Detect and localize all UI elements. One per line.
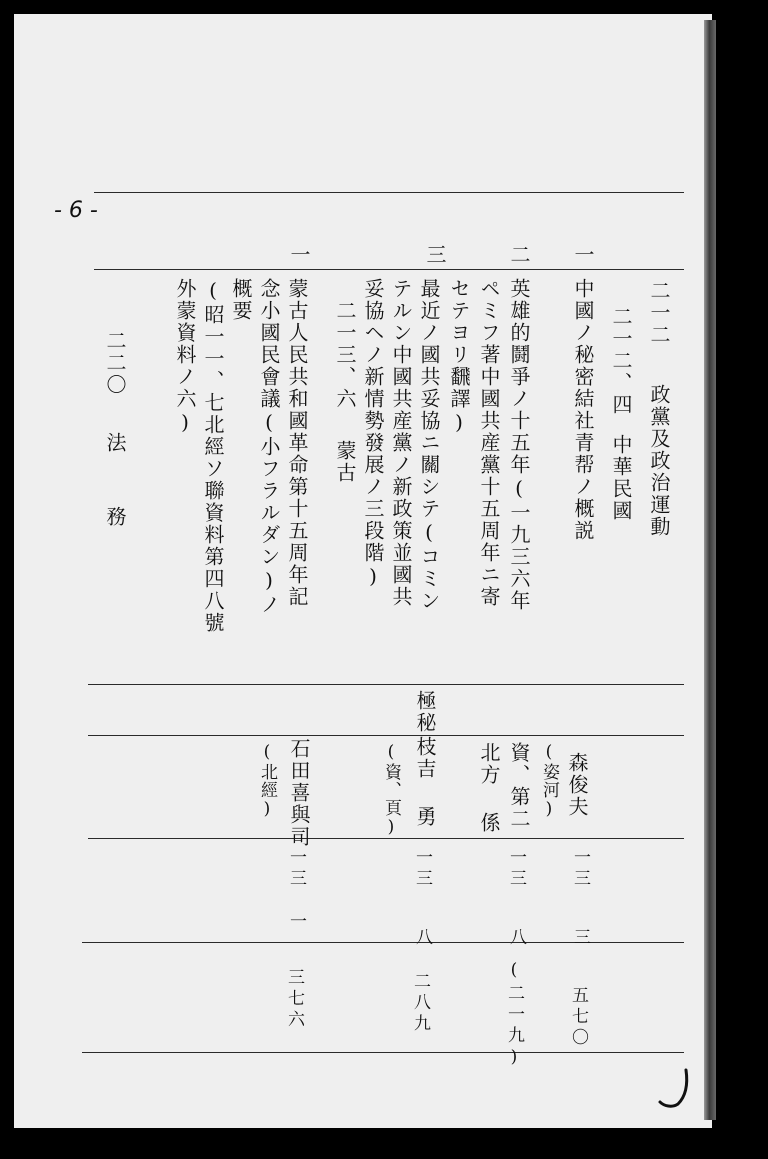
subsection-title: 中華民國 bbox=[609, 434, 633, 522]
entry-col3: (二一九) bbox=[504, 960, 524, 1071]
entry-title-line: 概要 bbox=[229, 278, 253, 322]
rule-line bbox=[88, 735, 684, 736]
handwritten-mark bbox=[656, 1066, 696, 1110]
entry-title-line: 英雄的鬪爭ノ十五年(一九三六年 bbox=[507, 278, 531, 612]
entry-title-line: セテヨリ飜譯) bbox=[447, 278, 471, 436]
entry-author: 森俊夫 bbox=[565, 752, 589, 818]
entry-note: (資、頁) bbox=[381, 742, 401, 838]
book-edge bbox=[704, 20, 716, 1120]
rule-line bbox=[94, 192, 684, 193]
entry-title-line: 外蒙資料ノ六) bbox=[173, 278, 197, 436]
entry-col2: 一 bbox=[286, 912, 306, 933]
entry-marker: 三 bbox=[423, 244, 447, 266]
section-number: 二一二 bbox=[647, 280, 671, 346]
subsection-title: 蒙古 bbox=[333, 440, 357, 484]
entry-note: (北經) bbox=[257, 742, 277, 820]
entry-col1: 一三 bbox=[506, 848, 526, 890]
entry-title-line: ペミフ著中國共産黨十五周年ニ寄 bbox=[477, 278, 501, 608]
entry-col2: 八 bbox=[412, 928, 432, 949]
entry-marker: 一 bbox=[571, 244, 595, 266]
entry-col1: 一三 bbox=[412, 848, 432, 890]
entry-note: (姿河) bbox=[539, 742, 559, 820]
subsection-number: 二二〇 bbox=[103, 330, 127, 396]
subsection-title: 法務 bbox=[103, 432, 127, 580]
entry-col2: 三 bbox=[570, 928, 590, 949]
section-title: 政黨及政治運動 bbox=[647, 384, 671, 538]
entry-marker: 二 bbox=[507, 244, 531, 266]
rule-line bbox=[94, 269, 684, 270]
page-number: - 6 - bbox=[54, 198, 98, 223]
entry-title-line: 蒙古人民共和國革命第十五周年記 bbox=[285, 278, 309, 608]
rule-line bbox=[82, 942, 684, 943]
entry-col3: 三七六 bbox=[284, 968, 304, 1031]
rule-line bbox=[88, 838, 684, 839]
entry-col3: 五七〇 bbox=[568, 986, 588, 1049]
entry-author-line: 枝吉 勇 bbox=[413, 736, 437, 828]
entry-title-line: 妥協ヘノ新情勢發展ノ三段階) bbox=[361, 278, 385, 590]
rule-line bbox=[88, 684, 684, 685]
subsection-number: 二一二、四 bbox=[609, 306, 633, 416]
entry-title-line: テルン中國共産黨ノ新政策並國共 bbox=[389, 278, 413, 608]
entry-col2: 八 bbox=[506, 928, 526, 949]
entry-author: 石田喜與司 bbox=[287, 738, 311, 848]
subsection-number: 二一三、六 bbox=[333, 300, 357, 410]
entry-title-line: 最近ノ國共妥協ニ關シテ(コミン bbox=[417, 278, 441, 612]
entry-title: 中國ノ秘密結社青帮ノ概説 bbox=[571, 278, 595, 542]
entry-title-line: 念小國民會議(小フラルダン)ノ bbox=[257, 278, 281, 616]
entry-marker: 一 bbox=[287, 244, 311, 266]
entry-author: 北方 係 bbox=[477, 742, 501, 834]
entry-col3: 二八九 bbox=[410, 972, 430, 1035]
entry-author-line: 極秘 bbox=[413, 690, 437, 734]
entry-note: 資、第二 bbox=[507, 742, 531, 830]
entry-col1: 一三 bbox=[570, 848, 590, 890]
entry-title-line: (昭一一、七北經ソ聯資料第四八號 bbox=[201, 278, 225, 634]
entry-col1: 一三 bbox=[286, 848, 306, 890]
rule-line bbox=[82, 1052, 684, 1053]
